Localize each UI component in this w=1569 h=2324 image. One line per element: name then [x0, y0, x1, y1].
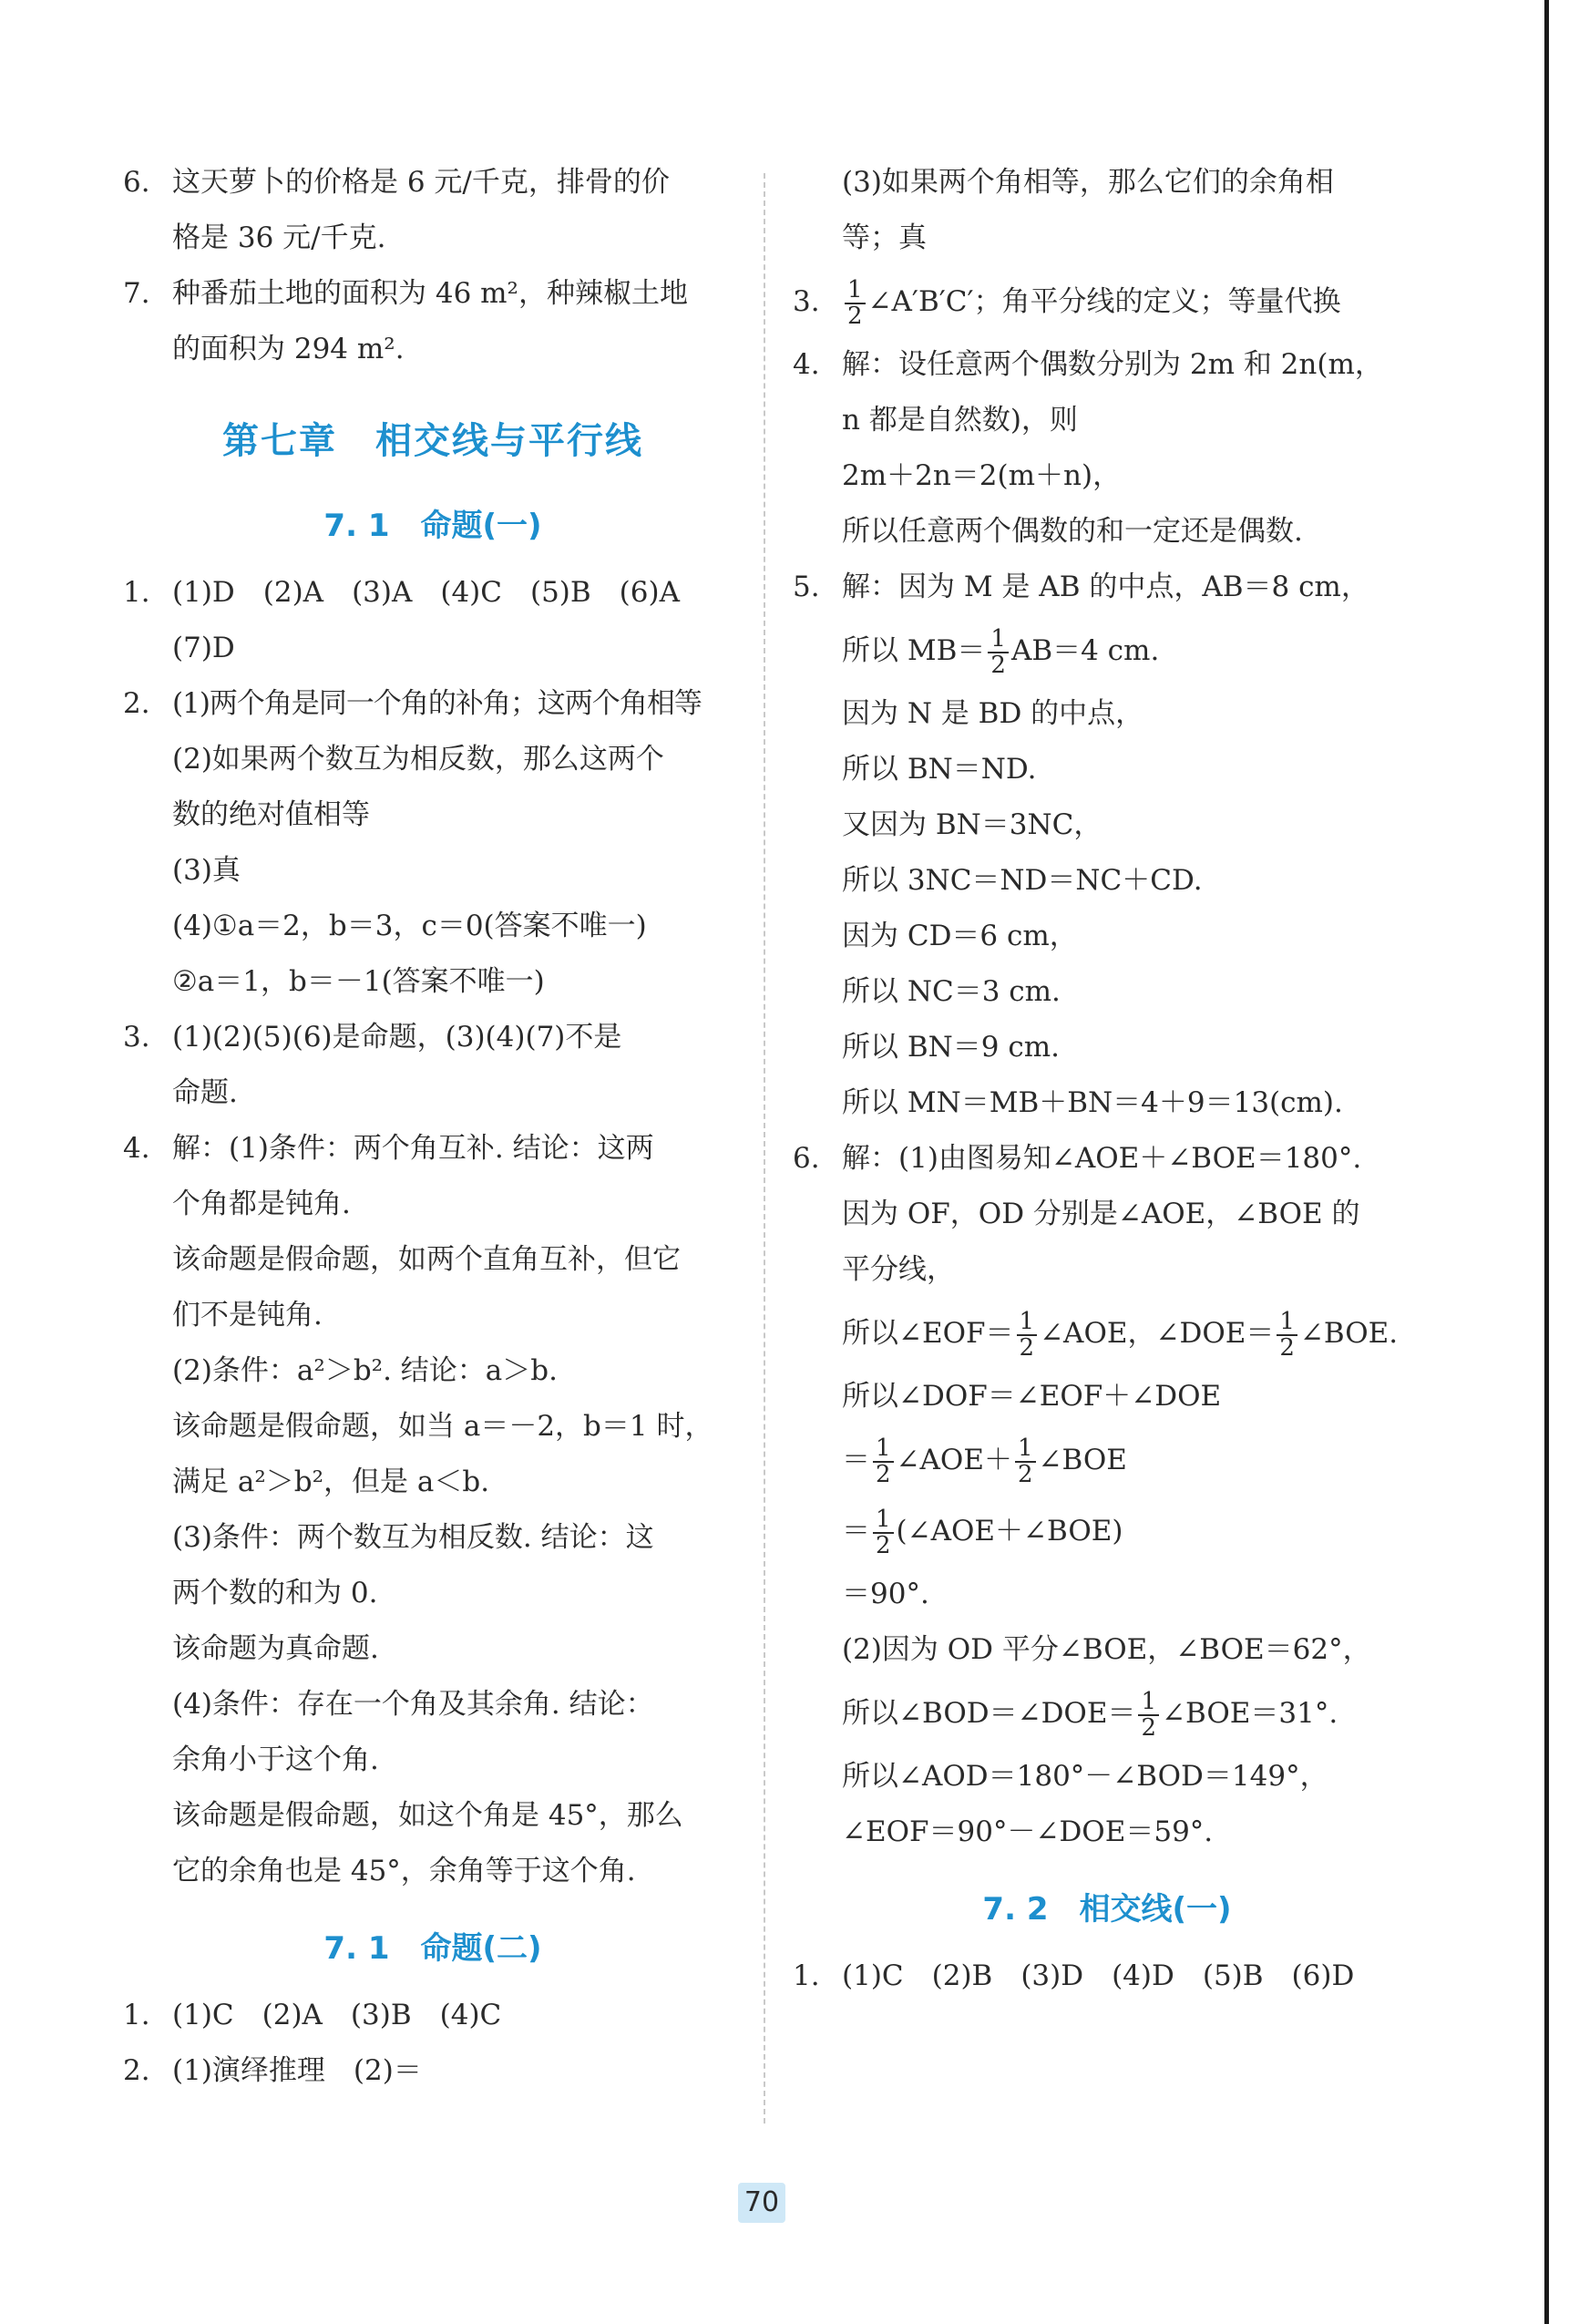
answer-text: 所以 3NC＝ND＝NC＋CD. [842, 864, 1203, 897]
answer-text: 命题. [172, 1076, 238, 1109]
answer-text: 所以 BN＝ND. [842, 753, 1037, 786]
fraction: $\frac{1}{2}$ [1138, 1690, 1159, 1741]
answer-text: 解：设任意两个偶数分别为 2m 和 2n(m， [842, 348, 1383, 381]
answer-text: 该命题是假命题，如两个直角互补，但它 [172, 1243, 681, 1276]
answer-text: (3)条件：两个数互为相反数. 结论：这 [172, 1521, 654, 1554]
answer-text: 该命题为真命题. [172, 1632, 379, 1665]
section-title: 7. 1 命题(二) [323, 1930, 542, 1967]
answer-text: 等；真 [842, 221, 927, 254]
item-number: 2. [123, 2054, 150, 2087]
answer-text: (1)两个角是同一个角的补角；这两个角相等 [172, 687, 702, 720]
answer-text: (2)因为 OD 平分∠BOE，∠BOE＝62°， [842, 1633, 1371, 1666]
item-number: 5. [793, 571, 820, 603]
answer-text: 它的余角也是 45°，余角等于这个角. [172, 1855, 636, 1887]
answer-item [123, 1121, 743, 1899]
answer-item [123, 1010, 743, 1121]
answer-text: 种番茄土地的面积为 46 m²，种辣椒土地 [172, 277, 688, 310]
item-number: 3. [123, 1021, 150, 1054]
answer-text: 格是 36 元/千克. [172, 221, 386, 254]
fraction: $\frac{1}{2}$ [1015, 1436, 1036, 1487]
item-number: 1. [123, 1999, 150, 2031]
answer-text: 余角小于这个角. [172, 1743, 379, 1776]
answer-text: (3)真 [172, 854, 241, 887]
scan-edge [1544, 0, 1549, 2324]
column-divider [764, 173, 765, 2123]
item-number: 4. [123, 1132, 150, 1165]
answer-text: 因为 N 是 BD 的中点， [842, 697, 1144, 730]
answer-text: 因为 CD＝6 cm， [842, 920, 1078, 952]
answer-text: 2m＋2n＝2(m＋n)， [842, 459, 1122, 492]
answer-text: ②a＝1，b＝－1(答案不唯一) [172, 965, 545, 998]
answer-item [123, 2043, 743, 2099]
answer-text: 两个数的和为 0. [172, 1577, 378, 1609]
answer-item [793, 1131, 1421, 1860]
page-number: 70 [738, 2183, 785, 2223]
fraction: $\frac{1}{2}$ [988, 627, 1009, 678]
answer-text: 们不是钝角. [172, 1299, 323, 1332]
answer-text: 又因为 BN＝3NC， [842, 808, 1102, 841]
answer-text: (1)(2)(5)(6)是命题，(3)(4)(7)不是 [172, 1021, 622, 1054]
section-title: 7. 1 命题(一) [323, 508, 542, 544]
answer-text: ＝ $\frac{1}{2}$ ∠AOE＋ $\frac{1}{2}$ ∠BOE [842, 1434, 1127, 1488]
answer-text: 平分线， [842, 1253, 955, 1286]
answer-text: 该命题是假命题，如这个角是 45°，那么 [172, 1799, 683, 1832]
answer-text: 所以 NC＝3 cm. [842, 975, 1061, 1008]
answer-text: 所以 BN＝9 cm. [842, 1031, 1060, 1064]
answer-item [123, 1988, 743, 2043]
answer-text: 所以任意两个偶数的和一定还是偶数. [842, 515, 1303, 548]
answer-item [793, 1949, 1421, 2004]
item-number: 6. [793, 1142, 820, 1175]
answer-text: (1)D (2)A (3)A (4)C (5)B (6)A [172, 576, 680, 609]
answer-text: 所以∠AOD＝180°－∠BOD＝149°， [842, 1760, 1328, 1793]
fraction: $\frac{1}{2}$ [873, 1436, 894, 1487]
answer-text: 的面积为 294 m². [172, 333, 405, 365]
answer-item [123, 155, 743, 266]
left-column [123, 155, 743, 2099]
item-number: 3. [793, 285, 820, 318]
answer-item [123, 565, 743, 676]
answer-text: (1)C (2)A (3)B (4)C [172, 1999, 502, 2031]
answer-text: 所以 MB＝ $\frac{1}{2}$ AB＝4 cm. [842, 624, 1160, 679]
answer-text: (2)条件：a²＞b². 结论：a＞b. [172, 1354, 558, 1387]
answer-text: (3)如果两个角相等，那么它们的余角相 [842, 166, 1334, 199]
answer-text: 解：(1)条件：两个角互补. 结论：这两 [172, 1132, 654, 1165]
answer-text: (4)条件：存在一个角及其余角. 结论： [172, 1688, 654, 1721]
answer-text: ＝90°. [842, 1578, 929, 1610]
answer-text: (1)演绎推理 (2)＝ [172, 2054, 422, 2087]
answer-text: (4)①a＝2，b＝3，c＝0(答案不唯一) [172, 910, 647, 942]
fraction: $\frac{1}{2}$ [873, 1507, 894, 1558]
answer-text: 解：(1)由图易知∠AOE＋∠BOE＝180°. [842, 1142, 1362, 1175]
answer-text: (7)D [172, 632, 235, 664]
answer-item [793, 266, 1421, 337]
answer-text: (2)如果两个数互为相反数，那么这两个 [172, 743, 664, 776]
answer-text: 个角都是钝角. [172, 1188, 351, 1220]
answer-item [793, 560, 1421, 1131]
answer-text: 因为 OF，OD 分别是∠AOE，∠BOE 的 [842, 1198, 1360, 1230]
answer-text: 这天萝卜的价格是 6 元/千克，排骨的价 [172, 166, 670, 199]
answer-item [123, 266, 743, 377]
answer-text: 所以 MN＝MB＋BN＝4＋9＝13(cm). [842, 1086, 1343, 1119]
answer-item [123, 676, 743, 1010]
answer-text: 该命题是假命题，如当 a＝－2，b＝1 时， [172, 1410, 713, 1443]
answer-text: 所以∠DOF＝∠EOF＋∠DOE [842, 1380, 1222, 1413]
answer-text: ＝ $\frac{1}{2}$ (∠AOE＋∠BOE) [842, 1505, 1123, 1559]
item-number: 6. [123, 166, 150, 199]
item-number: 1. [793, 1959, 820, 1992]
section-title: 7. 2 相交线(一) [982, 1891, 1232, 1928]
answer-text: 数的绝对值相等 [172, 798, 370, 831]
fraction: $\frac{1}{2}$ [1277, 1310, 1297, 1361]
right-column [793, 155, 1421, 2004]
answer-text: 满足 a²＞b²，但是 a＜b. [172, 1465, 490, 1498]
item-number: 7. [123, 277, 150, 310]
fraction: $\frac{1}{2}$ [845, 278, 866, 329]
item-number: 2. [123, 687, 150, 720]
answer-text: 解：因为 M 是 AB 的中点，AB＝8 cm， [842, 571, 1369, 603]
answer-text: ∠EOF＝90°－∠DOE＝59°. [842, 1815, 1214, 1848]
answer-item [793, 337, 1421, 560]
answer-text: (1)C (2)B (3)D (4)D (5)B (6)D [842, 1959, 1355, 1992]
fraction: $\frac{1}{2}$ [1017, 1310, 1038, 1361]
item-number: 1. [123, 576, 150, 609]
item-number: 4. [793, 348, 820, 381]
answer-text: $\frac{1}{2}$ ∠A′B′C′；角平分线的定义；等量代换 [842, 266, 1421, 337]
answer-text: 所以∠BOD＝∠DOE＝ $\frac{1}{2}$ ∠BOE＝31°. [842, 1687, 1338, 1742]
chapter-title: 第七章 相交线与平行线 [222, 420, 643, 462]
answer-text: n 都是自然数)，则 [842, 404, 1078, 437]
answer-text: 所以∠EOF＝ $\frac{1}{2}$ ∠AOE，∠DOE＝ $\frac{1}{2}$ ∠BOE. [842, 1307, 1399, 1362]
